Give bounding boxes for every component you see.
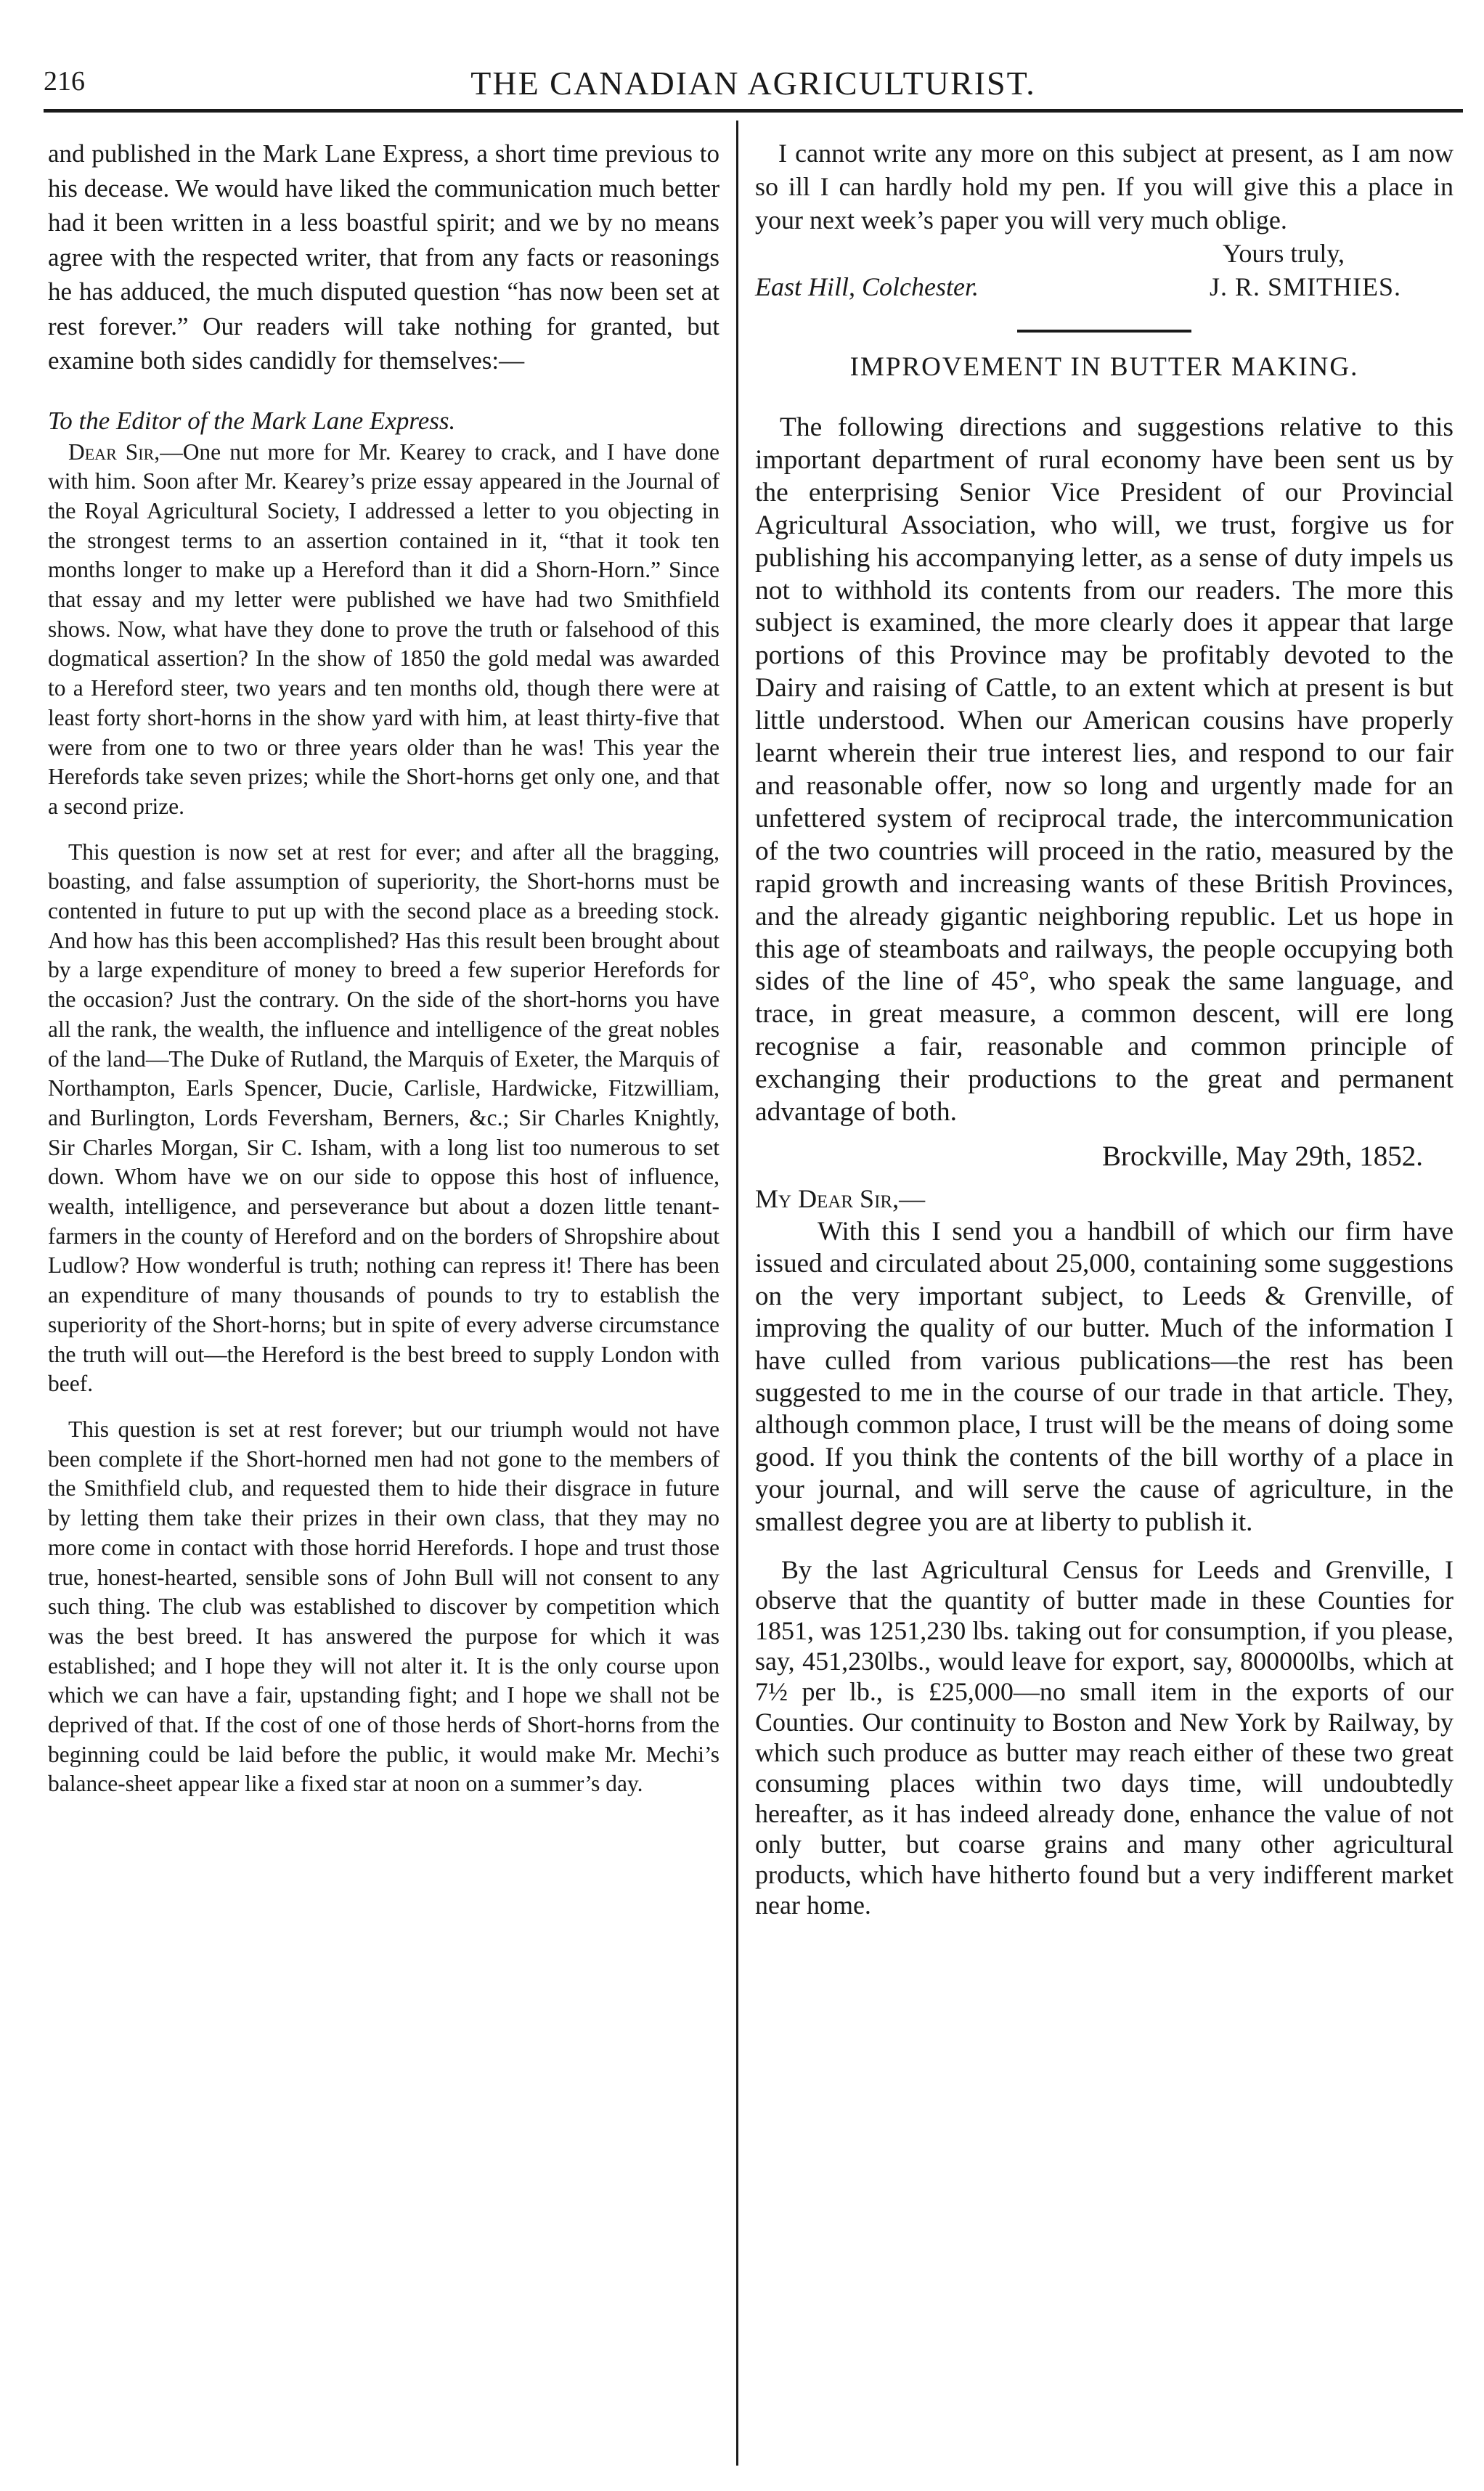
column-divider bbox=[736, 121, 738, 2466]
letter-paragraph-1 bbox=[48, 438, 719, 822]
section-separator bbox=[1017, 330, 1191, 333]
census-paragraph: By the last Agricultural Census for Leeds and Grenville, I observe that the quantity of butter made in these Counties for 1851, was 1251,230 lbs. taking out for consumption, if you please, say, 451,230lbs., would leave for export, say, 800000lbs, which at 7½ per lb., is £25,000—no small item in the exports of our Counties. Our continuity to Boston and New York by Railway, by which such produce as butter may reach either of these two great consuming places within two days time, will undoubtedly hereafter, as it has indeed already done, enhance the value of not only butter, but coarse grains and many other agricultural products, which have hitherto found but a very indifferent market near home. bbox=[755, 1555, 1454, 1920]
left-column bbox=[48, 136, 719, 1799]
page-number: 216 bbox=[44, 66, 85, 97]
article-intro: The following directions and suggestions relative to this important department of rural economy have been sent us by the enterprising Senior Vice President of our Provincial Agricultural Association, who will, we trust, forgive us for publishing his accompanying letter, as a sense of duty impels us not to withhold its contents from our readers. The more this subject is examined, the more clearly does it appear that large portions of this Province may be profitably devoted to the Dairy and raising of Cattle, to an extent which at present is but little understood. When our American cousins have properly learnt wherein their true interest lies, and respond to our fair and reasonable offer, now so long and urgently made for an unfettered system of reciprocal trade, the intercommunication of the two countries will proceed in the ratio, measured by the rapid growth and increasing wants of these British Provinces, and the already gigantic neighboring republic. Let us hope in this age of steamboats and railways, the people occupying both sides of the line of 45°, who speak the same language, and trace, in great measure, a common descent, will ere long recognise a fair, reasonable and common principle of exchanging their productions to the great and permanent advantage of both. bbox=[755, 412, 1454, 1128]
running-title: THE CANADIAN AGRICULTURIST. bbox=[470, 65, 1036, 102]
letter-salutation: Dear Sir, bbox=[68, 439, 160, 465]
butter-letter-body: With this I send you a handbill of which our firm have issued and circulated about 25,000, containing some suggestions on the very important subject, to Leeds & Grenville, of improving the quality of our butter. Much of the information I have culled from various publications—the rest has been suggested to me in the course of our trade in that article. They, although common place, I trust will be the means of doing some good. If you think the contents of the bill worthy of a place in your journal, and will serve the cause of agriculture, in the smallest degree you are at liberty to publish it. bbox=[755, 1216, 1454, 1537]
letter-heading: To the Editor of the Mark Lane Express. bbox=[48, 406, 456, 435]
letter-paragraph-1-text: —One nut more for Mr. Kearey to crack, and I have done with him. Soon after Mr. Kearey’s prize essay appeared in the Journal of the Royal Agricultural Society, I addressed a letter to you objecting in the strongest terms to an assertion contained in it, “that it took ten months longer to make up a Hereford than it did a Shorn-Horn.” Since that essay and my letter were published we have had two Smithfield shows. Now, what have they done to prove the truth or falsehood of this dogmatical assertion? In the show of 1850 the gold medal was awarded to a Hereford steer, two years and ten months old, though there were at least forty short-horns in the show yard with him, at least thirty-five that were from one to two or three years older than he was! This year the Herefords take seven prizes; while the Short-horns get only one, and that a second prize. bbox=[48, 439, 719, 819]
editorial-intro: and published in the Mark Lane Express, a short time previous to his decease. We would have liked the communication much better had it been written in a less boastful spirit; and we by no means agree with the respected writer, that from any facts or reasonings he has adduced, the much disputed question “has now been set at rest forever.” Our readers will take nothing for granted, but examine both sides candidly for themselves:— bbox=[48, 139, 719, 375]
closing-text: I cannot write any more on this subject at present, as I am now so ill I can hardly hold my pen. If you will give this a place in your next week’s paper you will very much oblige. bbox=[755, 139, 1454, 235]
letter-dateline: Brockville, May 29th, 1852. bbox=[1102, 1140, 1423, 1172]
letter-salutation-2: My Dear Sir,— bbox=[755, 1183, 926, 1213]
letter-paragraph-3: This question is set at rest forever; but our triumph would not have been complete if the Short-horned men had not gone to the members of the Smithfield club, and requested them to hide their disgrace in future by letting them take their prizes in their own class, that they may no more come in contact with those horrid Herefords. I hope and trust those true, honest-hearted, sensible sons of John Bull will not consent to any such thing. The club was established to discover by competition which was the best breed. It has answered the purpose for which it was established; and I hope they will not alter it. It is the only course upon which we can have a fair, upstanding fight; and I hope we shall not be deprived of that. If the cost of one of those herds of Short-horns from the beginning could be laid before the public, it would make Mr. Mechi’s balance-sheet appear like a fixed star at noon on a summer’s day. bbox=[48, 1416, 719, 1797]
signature-name: J. R. SMITHIES. bbox=[1209, 272, 1401, 301]
signature-place: East Hill, Colchester. bbox=[755, 272, 979, 301]
letter-closing bbox=[755, 136, 1454, 303]
header-rule bbox=[44, 109, 1463, 113]
section-title: IMPROVEMENT IN BUTTER MAKING. bbox=[849, 352, 1359, 382]
signature-line bbox=[755, 270, 1454, 303]
letter-paragraph-2: This question is now set at rest for ever; and after all the bragging, boasting, and false assumption of superiority, the Short-horns must be contented in future to put up with the second place as a breeding stock. And how has this been accomplished? Has this result been brought about by a large expenditure of money to breed a few superior Herefords for the occasion? Just the contrary. On the side of the short-horns you have all the rank, the wealth, the influence and intelligence of the great nobles of the land—The Duke of Rutland, the Marquis of Exeter, the Marquis of Northampton, Earls Spencer, Ducie, Carlisle, Hardwicke, Fitzwilliam, and Burlington, Lords Feversham, Berners, &c.; Sir Charles Knightly, Sir Charles Morgan, Sir C. Isham, with a long list too numerous to set down. Whom have we on our side to oppose this host of influence, wealth, intelligence, and perseverance but about a dozen little tenant-farmers in the county of Hereford and on the borders of Shropshire about Ludlow? How wonderful is truth; nothing can repress it! There has been an expenditure of many thousands of pounds to try to establish the superiority of the Short-horns; but in spite of every adverse circumstance the truth will out—the Hereford is the best breed to supply London with beef. bbox=[48, 839, 719, 1397]
page-header bbox=[44, 23, 1463, 109]
closing-regards: Yours truly, bbox=[1222, 239, 1345, 268]
right-column bbox=[755, 136, 1454, 1920]
